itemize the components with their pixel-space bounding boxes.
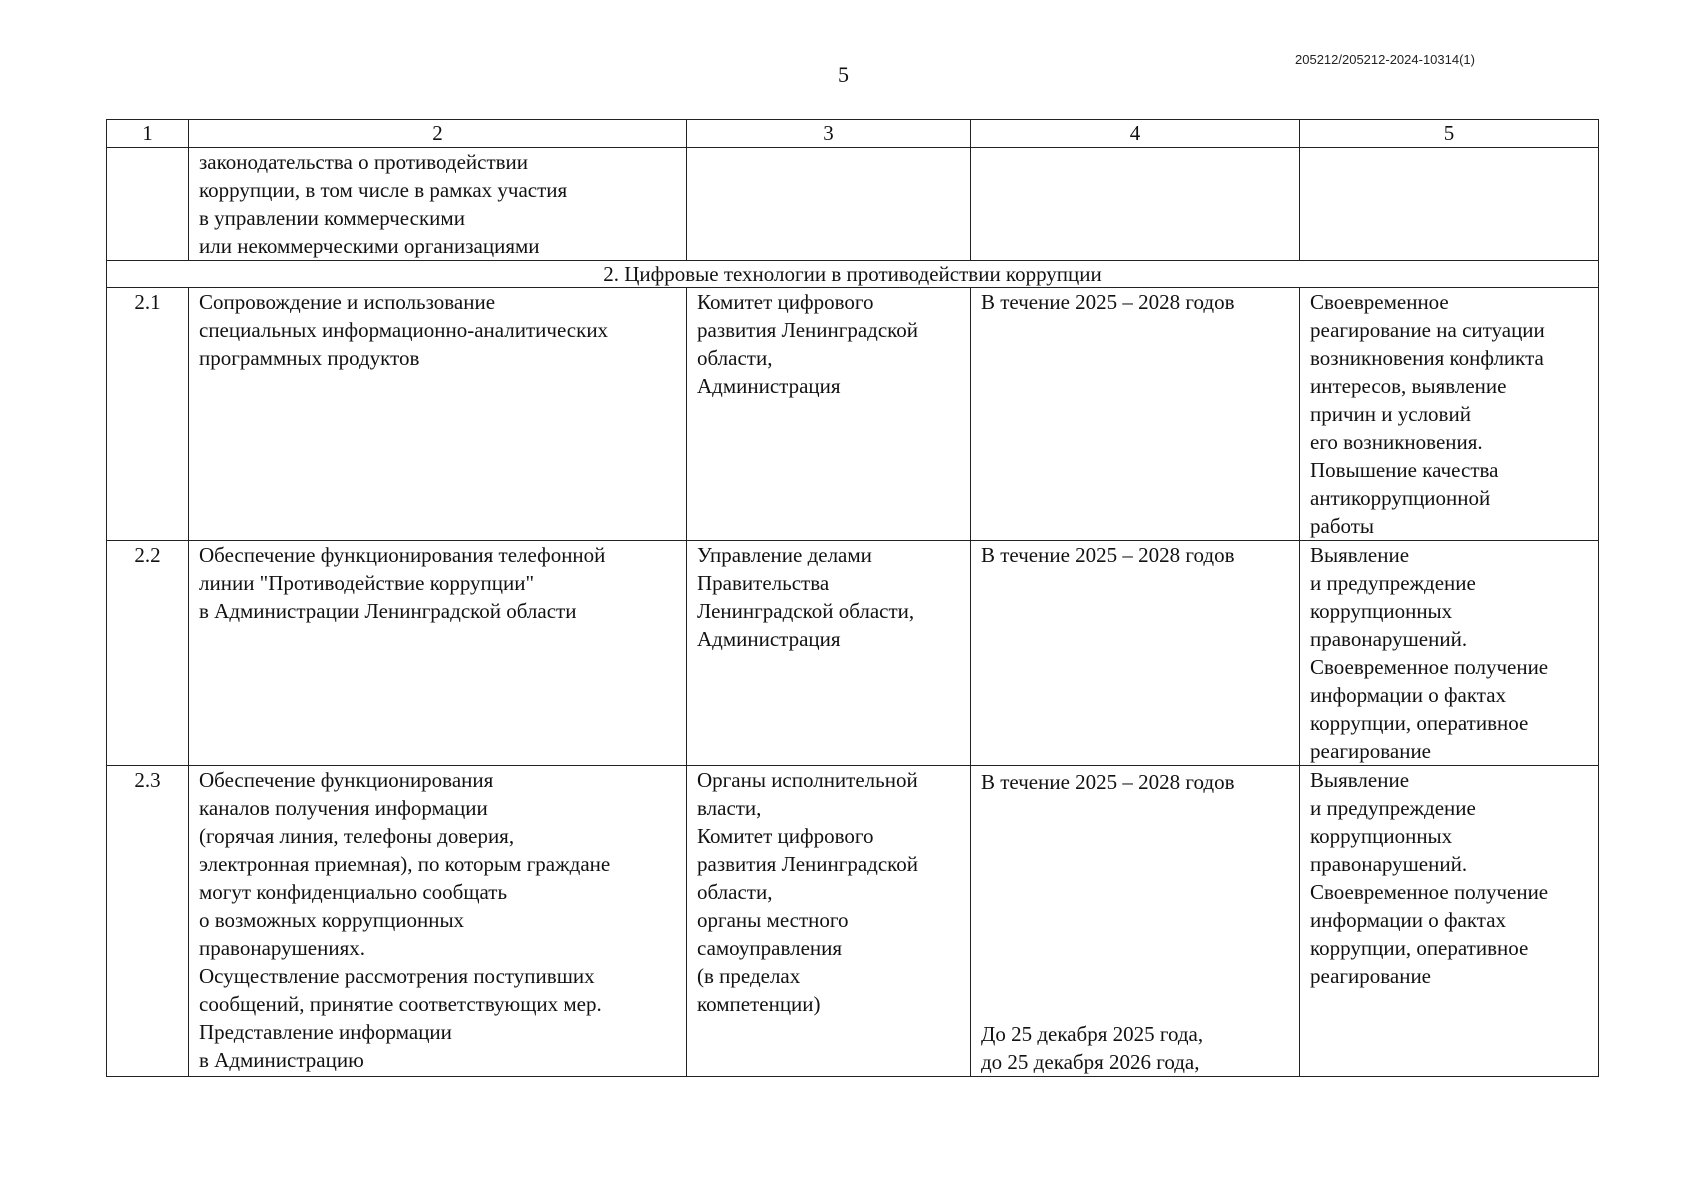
section-heading-row xyxy=(107,261,1599,288)
result-cell: Своевременное реагирование на ситуации возникновения конфликта интересов, выявление причин и условий его возникновения. Повышение качества антикоррупционной работы xyxy=(1300,288,1599,541)
column-header-row xyxy=(107,120,1599,148)
measure-cell: Сопровождение и использование специальных информационно-аналитических программных продуктов xyxy=(189,288,687,541)
deadline-dates: До 25 декабря 2025 года, до 25 декабря 2026 года, xyxy=(981,1022,1204,1074)
row-number: 2.2 xyxy=(107,541,189,766)
column-header-4: 4 xyxy=(971,120,1300,148)
table-row xyxy=(107,541,1599,766)
table-row xyxy=(107,288,1599,541)
column-header-3: 3 xyxy=(687,120,971,148)
measure-cell: Обеспечение функционирования телефонной линии "Противодействие коррупции" в Администрации Ленинградской области xyxy=(189,541,687,766)
section-title: 2. Цифровые технологии в противодействии коррупции xyxy=(107,261,1599,288)
deadline-period: В течение 2025 – 2028 годов xyxy=(981,770,1235,794)
responsible-cell: Органы исполнительной власти, Комитет цифрового развития Ленинградской области, органы местного самоуправления (в пределах компетенции) xyxy=(687,766,971,1077)
result-cell: Выявление и предупреждение коррупционных правонарушений. Своевременное получение информации о фактах коррупции, оперативное реагирование xyxy=(1300,541,1599,766)
deadline-cell: В течение 2025 – 2028 годов xyxy=(971,541,1300,766)
measure-cell: Обеспечение функционирования каналов получения информации (горячая линия, телефоны доверия, электронная приемная), по которым граждане могут конфиденциально сообщать о возможных коррупционных правонарушениях. Осуществление рассмотрения поступивших сообщений, принятие соответствующих мер. Представление информации в Администрацию xyxy=(189,766,687,1077)
row-number xyxy=(107,148,189,261)
responsible-cell xyxy=(687,148,971,261)
column-header-5: 5 xyxy=(1300,120,1599,148)
deadline-wrapper xyxy=(981,766,1289,1076)
document-code: 205212/205212-2024-10314(1) xyxy=(1295,52,1475,67)
responsible-cell: Управление делами Правительства Ленинградской области, Администрация xyxy=(687,541,971,766)
column-header-1: 1 xyxy=(107,120,189,148)
result-cell: Выявление и предупреждение коррупционных правонарушений. Своевременное получение информации о фактах коррупции, оперативное реагирование xyxy=(1300,766,1599,1077)
row-number: 2.1 xyxy=(107,288,189,541)
responsible-cell: Комитет цифрового развития Ленинградской области, Администрация xyxy=(687,288,971,541)
table-row-continuation xyxy=(107,148,1599,261)
deadline-cell xyxy=(971,766,1300,1077)
table-row xyxy=(107,766,1599,1077)
row-number: 2.3 xyxy=(107,766,189,1077)
measures-table xyxy=(106,119,1599,1077)
page-number: 5 xyxy=(838,62,849,87)
deadline-cell: В течение 2025 – 2028 годов xyxy=(971,288,1300,541)
column-header-2: 2 xyxy=(189,120,687,148)
deadline-cell xyxy=(971,148,1300,261)
result-cell xyxy=(1300,148,1599,261)
measure-cell: законодательства о противодействии коррупции, в том числе в рамках участия в управлении коммерческими или некоммерческими организациями xyxy=(189,148,687,261)
